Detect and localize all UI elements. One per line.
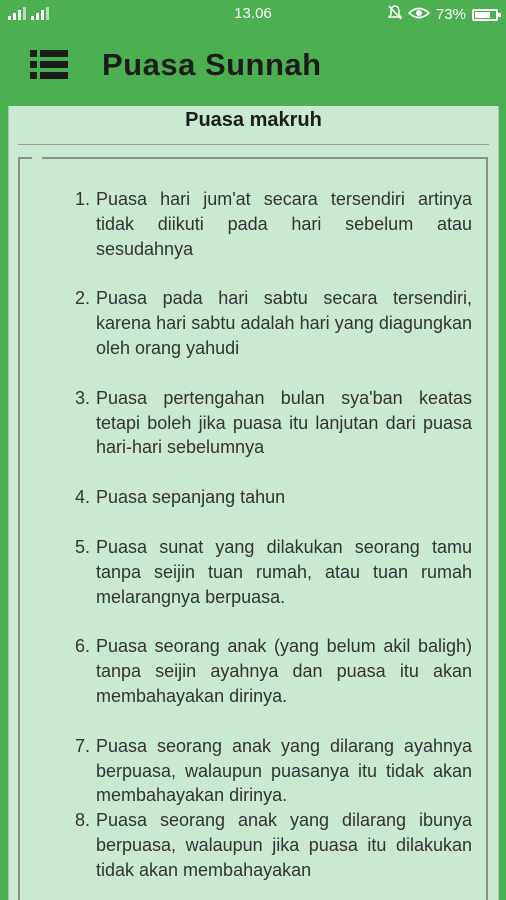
makruh-list bbox=[62, 187, 472, 883]
list-item: 3. Puasa pertengahan bulan sya'ban keatas tetapi boleh jika puasa itu lanjutan dari puasa hari-hari sebelumnya bbox=[74, 387, 472, 458]
status-time: 13.06 bbox=[234, 5, 272, 22]
list-item: 6. Puasa seorang anak (yang belum akil baligh) tanpa seijin ayahnya dan puasa itu akan membahayakan dirinya. bbox=[74, 636, 472, 706]
list-item: 5. Puasa sunat yang dilakukan seorang tamu tanpa seijin tuan rumah, atau tuan rumah melarangnya berpuasa. bbox=[74, 536, 472, 607]
battery-percent: 73% bbox=[435, 6, 466, 23]
list-item: 7. Puasa seorang anak yang dilarang ayahnya berpuasa, walaupun puasanya itu tidak akan membahayakan dirinya. bbox=[74, 735, 472, 806]
list-item: 4. Puasa sepanjang tahun bbox=[74, 487, 286, 508]
eye-icon bbox=[408, 6, 430, 23]
section-title: Puasa makruh bbox=[185, 109, 322, 131]
content-panel bbox=[8, 106, 499, 900]
list-item: 2. Puasa pada hari sabtu secara tersendiri, karena hari sabtu adalah hari yang diagungkan oleh orang yahudi bbox=[74, 288, 472, 358]
silent-icon bbox=[388, 5, 402, 24]
text-card[interactable] bbox=[18, 157, 488, 900]
list-item: 8. Puasa seorang anak yang dilarang ibunya berpuasa, walaupun jika puasa itu dilakukan tidak akan membahayakan bbox=[74, 810, 472, 880]
app-title: Puasa Sunnah bbox=[102, 47, 322, 82]
battery-icon bbox=[472, 9, 498, 21]
app-bar bbox=[0, 28, 506, 106]
list-item: 1. Puasa hari jum'at secara tersendiri artinya tidak diikuti pada hari sebelum atau sesudahnya bbox=[74, 189, 472, 259]
status-bar bbox=[0, 0, 506, 28]
menu-list-icon[interactable] bbox=[30, 50, 68, 80]
title-divider bbox=[18, 144, 489, 145]
